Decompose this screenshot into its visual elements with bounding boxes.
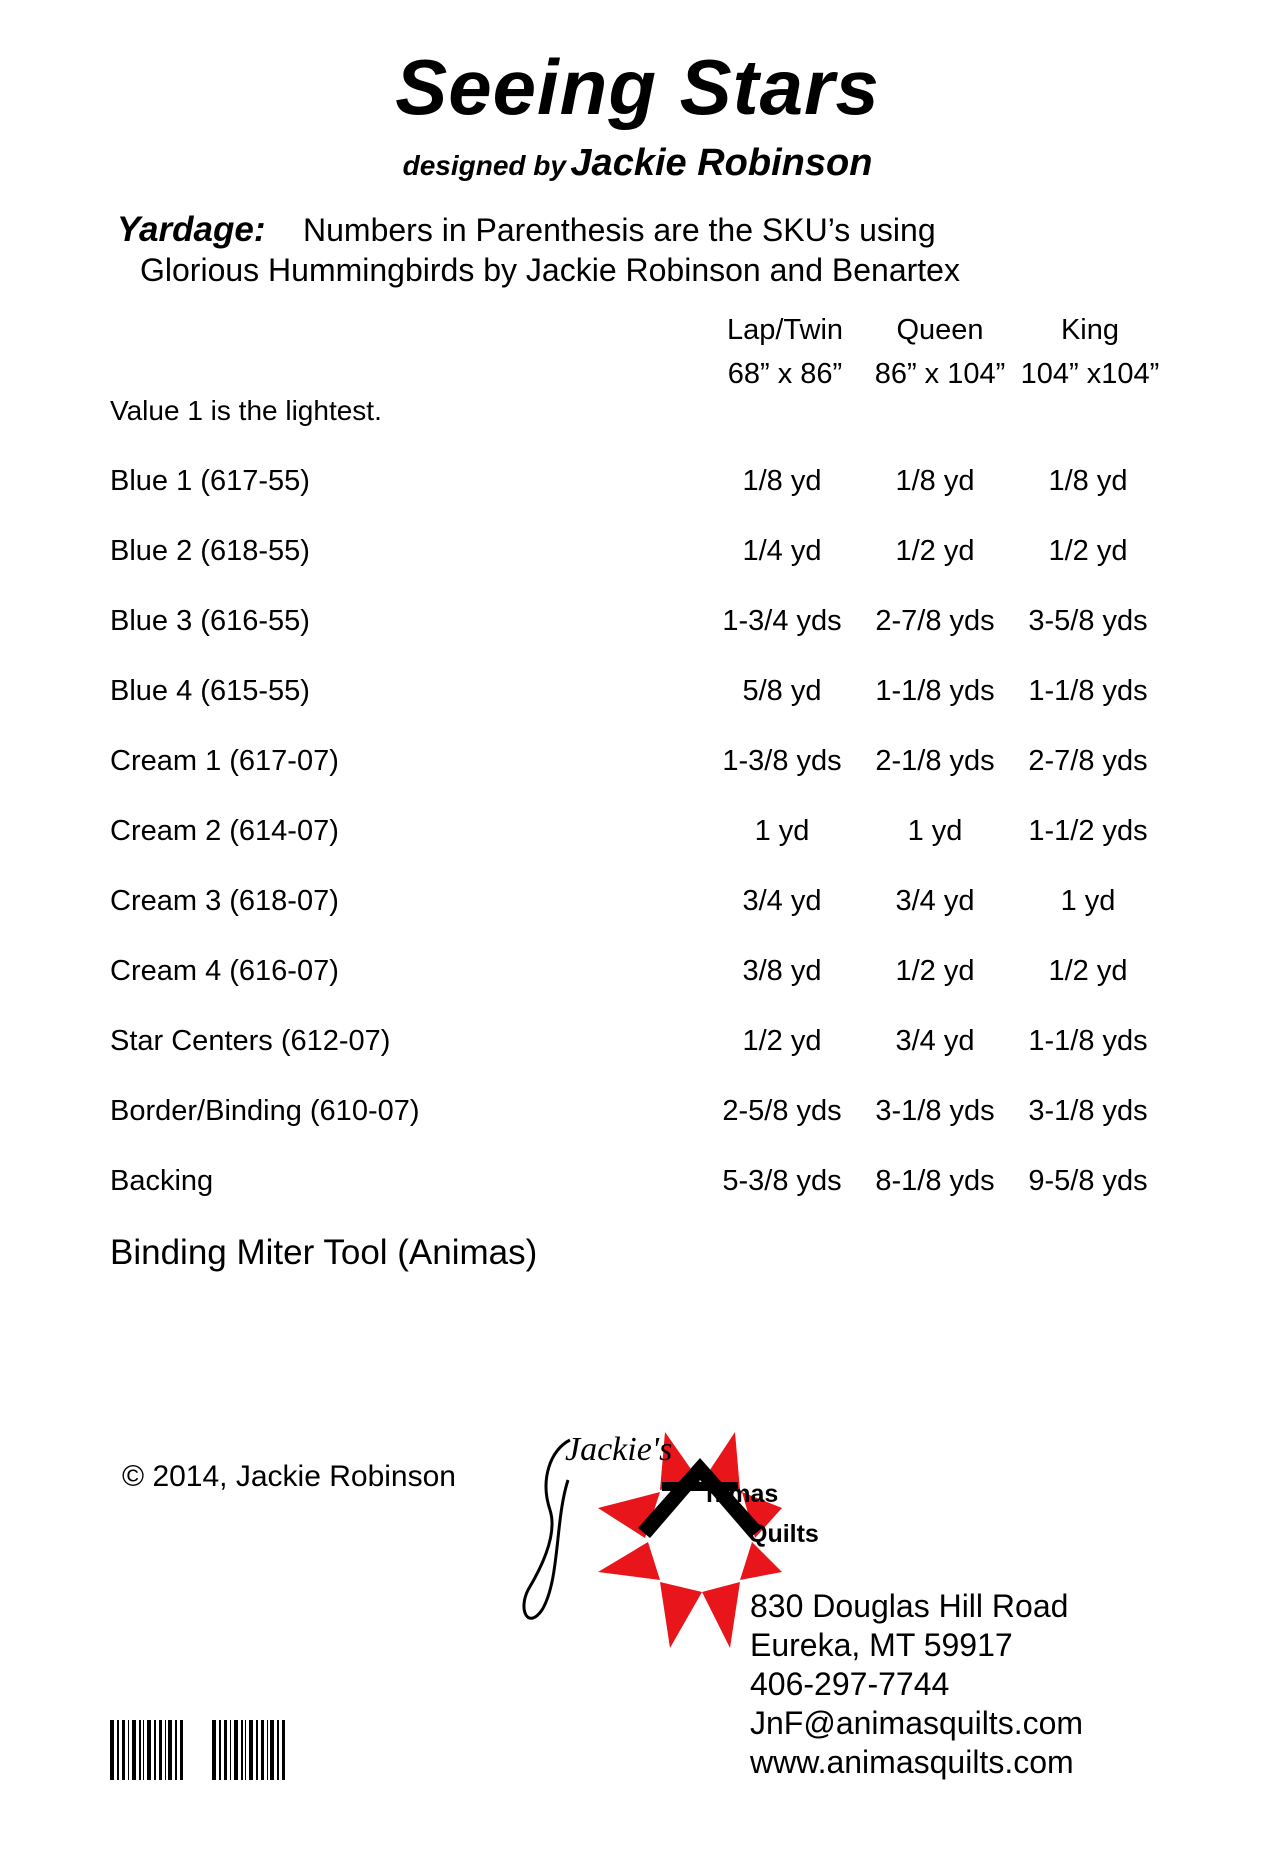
phone: 406-297-7744 (750, 1666, 950, 1702)
queen-qty: 1/2 yd (895, 535, 975, 567)
queen-qty: 3/4 yd (895, 885, 975, 917)
fabric-label: Cream 3 (618-07) (110, 885, 339, 917)
lap-twin-qty: 1/8 yd (742, 465, 822, 497)
column-size-lap-twin: 68” x 86” (727, 358, 843, 390)
table-row (0, 955, 1275, 995)
fabric-label: Blue 3 (616-55) (110, 605, 310, 637)
page-title: Seeing Stars (395, 43, 880, 131)
fabric-label: Backing (110, 1165, 214, 1197)
lap-twin-qty: 1/4 yd (742, 535, 822, 567)
table-row (0, 1095, 1275, 1135)
yardage-intro-line1: Numbers in Parenthesis are the SKU’s using (303, 212, 936, 248)
king-qty: 1-1/2 yds (1028, 815, 1148, 847)
table-row (0, 1025, 1275, 1065)
barcode (110, 1720, 290, 1780)
king-qty: 3-5/8 yds (1028, 605, 1148, 637)
logo-word-nimas: nimas (706, 1480, 779, 1508)
copyright: © 2014, Jackie Robinson (122, 1460, 456, 1493)
column-header-king: King (1060, 314, 1120, 346)
table-row (0, 605, 1275, 645)
binding-miter-tool-note: Binding Miter Tool (Animas) (110, 1233, 538, 1272)
table-row (0, 745, 1275, 785)
designer-name: Jackie Robinson (570, 142, 873, 184)
table-row (0, 815, 1275, 855)
lap-twin-qty: 3/4 yd (742, 885, 822, 917)
lap-twin-qty: 1 yd (754, 815, 810, 847)
king-qty: 1 yd (1060, 885, 1116, 917)
column-size-king: 104” x104” (1020, 358, 1160, 390)
lap-twin-qty: 5/8 yd (742, 675, 822, 707)
queen-qty: 1 yd (907, 815, 963, 847)
fabric-label: Cream 2 (614-07) (110, 815, 339, 847)
queen-qty: 3-1/8 yds (875, 1095, 995, 1127)
queen-qty: 1-1/8 yds (875, 675, 995, 707)
table-row (0, 535, 1275, 575)
column-header-lap-twin: Lap/Twin (726, 314, 844, 346)
signature-stroke (524, 1440, 570, 1618)
logo-signature: Jackie's (565, 1431, 673, 1468)
king-qty: 1/2 yd (1048, 535, 1128, 567)
table-row (0, 675, 1275, 715)
fabric-label: Cream 1 (617-07) (110, 745, 339, 777)
email-link[interactable]: JnF@animasquilts.com (750, 1705, 1084, 1741)
king-qty: 2-7/8 yds (1028, 745, 1148, 777)
byline-prefix: designed by (402, 150, 566, 181)
address-street: 830 Douglas Hill Road (750, 1588, 1069, 1624)
fabric-label: Blue 2 (618-55) (110, 535, 310, 567)
byline (0, 142, 1275, 185)
king-qty: 1/8 yd (1048, 465, 1128, 497)
fabric-label: Border/Binding (610-07) (110, 1095, 420, 1127)
king-qty: 1/2 yd (1048, 955, 1128, 987)
star-point-bottom-right (702, 1582, 740, 1648)
queen-qty: 2-7/8 yds (875, 605, 995, 637)
king-qty: 1-1/8 yds (1028, 675, 1148, 707)
queen-qty: 2-1/8 yds (875, 745, 995, 777)
column-header-queen: Queen (896, 314, 984, 346)
yardage-intro-line2: Glorious Hummingbirds by Jackie Robinson and Benartex (140, 252, 960, 288)
lap-twin-qty: 1/2 yd (742, 1025, 822, 1057)
king-qty: 3-1/8 yds (1028, 1095, 1148, 1127)
lap-twin-qty: 3/8 yd (742, 955, 822, 987)
address-city: Eureka, MT 59917 (750, 1627, 1013, 1663)
fabric-label: Blue 1 (617-55) (110, 465, 310, 497)
queen-qty: 8-1/8 yds (875, 1165, 995, 1197)
fabric-label: Blue 4 (615-55) (110, 675, 310, 707)
table-row (0, 465, 1275, 505)
lap-twin-qty: 2-5/8 yds (722, 1095, 842, 1127)
queen-qty: 3/4 yd (895, 1025, 975, 1057)
lap-twin-qty: 5-3/8 yds (722, 1165, 842, 1197)
lap-twin-qty: 1-3/4 yds (722, 605, 842, 637)
value-note: Value 1 is the lightest. (110, 395, 382, 426)
fabric-label: Cream 4 (616-07) (110, 955, 339, 987)
lap-twin-qty: 1-3/8 yds (722, 745, 842, 777)
table-row (0, 885, 1275, 925)
king-qty: 1-1/8 yds (1028, 1025, 1148, 1057)
star-point-bottom-left (660, 1582, 702, 1648)
star-point-left-lower (598, 1542, 660, 1580)
fabric-label: Star Centers (612-07) (110, 1025, 391, 1057)
table-row (0, 1165, 1275, 1205)
logo-word-quilts: Quilts (748, 1520, 819, 1548)
queen-qty: 1/8 yd (895, 465, 975, 497)
yardage-label: Yardage: (117, 210, 266, 249)
column-size-queen: 86” x 104” (874, 358, 1006, 390)
website-link[interactable]: www.animasquilts.com (750, 1744, 1074, 1780)
king-qty: 9-5/8 yds (1028, 1165, 1148, 1197)
queen-qty: 1/2 yd (895, 955, 975, 987)
